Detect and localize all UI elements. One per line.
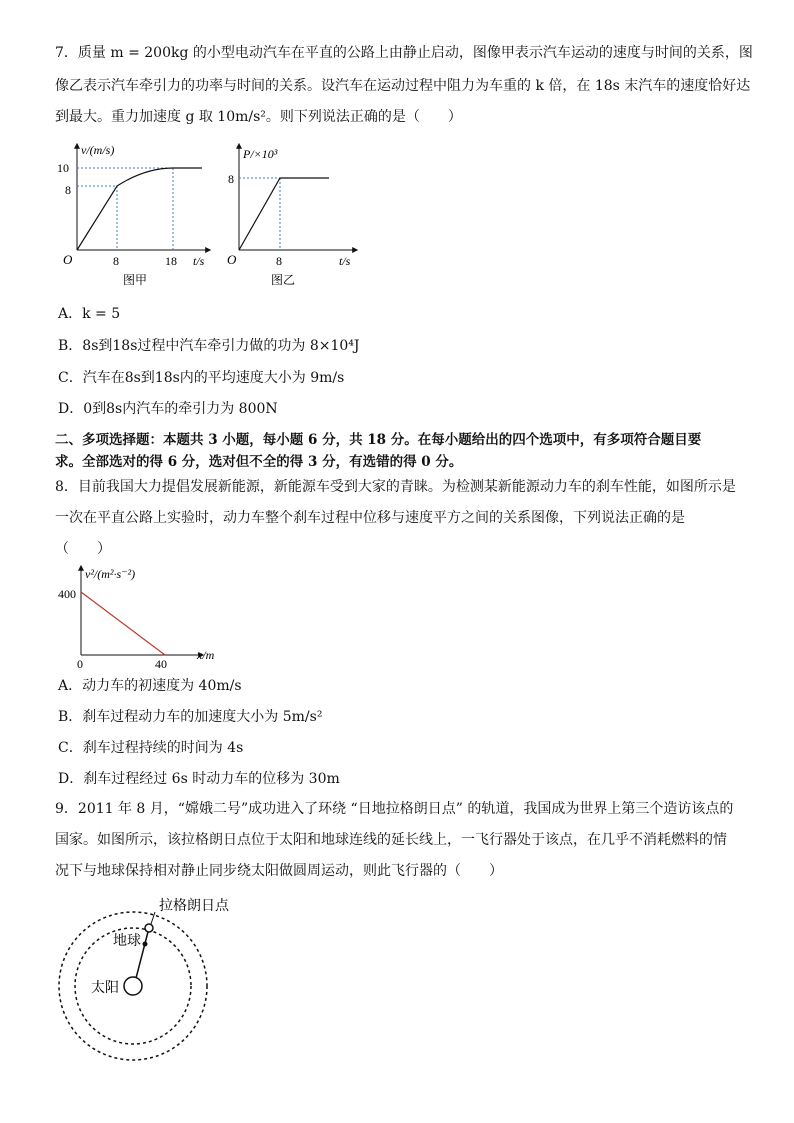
earth-label: 地球	[113, 934, 141, 949]
q7-option-b: B．8s到18s过程中汽车牵引力做的功为 8×10⁴J	[58, 338, 360, 354]
sun-circle	[124, 977, 142, 995]
lagrange-point	[145, 924, 153, 932]
q8-stem-line-1: 8．目前我国大力提倡发展新能源，新能源车受到大家的青睐。为检测某新能源动力车的刹车性能，如图所示是	[55, 479, 736, 495]
graph-a-caption: 图甲	[123, 273, 148, 287]
q9-stem-line-3: 况下与地球保持相对静止同步绕太阳做圆周运动，则此飞行器的（ ）	[55, 863, 503, 879]
q7-graph-b	[225, 140, 365, 290]
q9-stem-line-1: 9．2011 年 8 月，“嫦娥二号”成功进入了环绕 “日地拉格朗日点” 的轨道，我国成为世界上第三个造访该点的	[55, 801, 734, 817]
q8-stem-line-2: 一次在平直公路上实验时，动力车整个刹车过程中位移与速度平方之间的关系图像，下列说法正确的是	[55, 510, 685, 526]
q8-option-d: D．刹车过程经过 6s 时动力车的位移为 30m	[58, 771, 340, 787]
q9-stem-line-2: 国家。如图所示，该拉格朗日点位于太阳和地球连线的延长线上，一飞行器处于该点，在几乎不消耗燃料的情	[55, 832, 727, 848]
q8-ylabel: v²/(m²·s⁻²)	[85, 567, 136, 581]
earth-dot	[143, 942, 148, 947]
q8-ytick-400: 400	[58, 587, 76, 601]
lagrange-label: 拉格朗日点	[159, 899, 229, 914]
q9-diagram	[55, 892, 265, 1067]
graph-b-xlabel: t/s	[339, 254, 351, 268]
q8-data-line	[81, 592, 165, 655]
q7-option-d: D．0到8s内汽车的牵引力为 800N	[58, 401, 278, 417]
graph-a-xtick-18: 18	[165, 254, 177, 268]
q8-stem-line-3: （ ）	[55, 541, 111, 557]
graph-a-xtick-8: 8	[113, 254, 119, 268]
q7-stem-line-2: 像乙表示汽车牵引力的功率与时间的关系。设汽车在运动过程中阻力为车重的 k 倍，在 18s 末汽车的速度恰好达	[55, 78, 751, 94]
q7-graph-a	[55, 140, 215, 290]
graph-b-xtick-8: 8	[276, 254, 282, 268]
q7-option-c: C．汽车在8s到18s内的平均速度大小为 9m/s	[58, 370, 345, 386]
graph-b-curve	[239, 178, 329, 250]
graph-a-curve	[77, 168, 202, 250]
q8-graph	[55, 563, 235, 673]
q7-stem-line-3: 到最大。重力加速度 g 取 10m/s²。则下列说法正确的是（ ）	[55, 109, 462, 125]
graph-a-ytick-10: 10	[57, 161, 69, 175]
q7-stem-line-1: 7．质量 m = 200kg 的小型电动汽车在平直的公路上由静止启动，图像甲表示汽车运动的速度与时间的关系，图	[55, 45, 753, 61]
q8-xlabel: x/m	[197, 648, 215, 662]
graph-b-ytick-8: 8	[228, 172, 234, 186]
graph-a-ylabel: v/(m/s)	[81, 143, 115, 157]
q8-xtick-40: 40	[155, 657, 167, 671]
q7-option-a: A．k = 5	[58, 306, 121, 322]
q8-option-b: B．刹车过程动力车的加速度大小为 5m/s²	[58, 709, 323, 725]
q8-option-c: C．刹车过程持续的时间为 4s	[58, 740, 244, 756]
graph-a-xlabel: t/s	[193, 254, 205, 268]
graph-b-origin: O	[227, 252, 237, 267]
sun-label: 太阳	[91, 981, 119, 996]
q8-option-a: A．动力车的初速度为 40m/s	[58, 678, 242, 694]
section2-heading-line-2: 求。全部选对的得 6 分，选对但不全的得 3 分，有选错的得 0 分。	[55, 454, 463, 470]
section2-heading-line-1: 二、多项选择题：本题共 3 小题，每小题 6 分，共 18 分。在每小题给出的四个选项中，有多项符合题目要	[55, 432, 702, 448]
graph-a-origin: O	[63, 252, 73, 267]
graph-a-ytick-8: 8	[65, 183, 71, 197]
graph-b-ylabel: P/×10³	[243, 147, 278, 161]
graph-b-caption: 图乙	[271, 273, 296, 287]
q8-origin: 0	[77, 657, 83, 671]
